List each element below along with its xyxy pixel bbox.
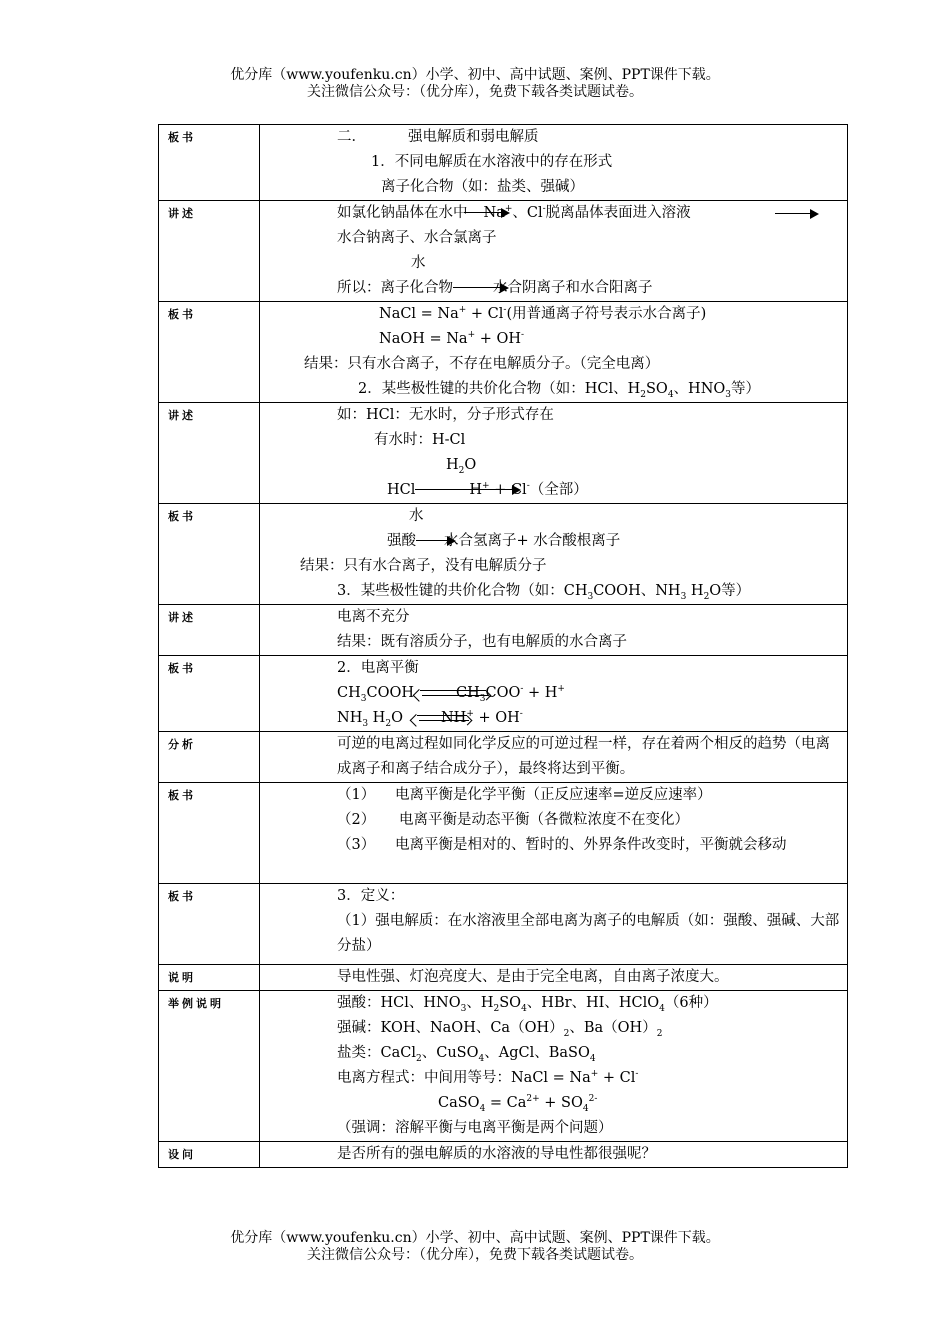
text: 如：HCl：无水时，分子形式存在 bbox=[337, 407, 554, 423]
text: 水合阴离子和水合阳离子 bbox=[493, 280, 653, 296]
text: (用普通离子符号表示水合离子) bbox=[506, 306, 707, 322]
row-label: 讲述 bbox=[159, 201, 260, 302]
header-line-1: 优分库（www.youfenku.cn）小学、初中、高中试题、案例、PPT课件下载。 bbox=[230, 67, 720, 83]
row-label: 板书 bbox=[159, 656, 260, 732]
text: 电离平衡是动态平衡（各微粒浓度不在变化） bbox=[399, 812, 689, 828]
text: 盐类：CaCl bbox=[337, 1045, 416, 1061]
text: 结果：只有水合离子，没有电解质分子 bbox=[300, 558, 547, 574]
row-label: 板书 bbox=[159, 125, 260, 201]
text: 强酸 bbox=[387, 533, 416, 549]
reversible-arrow-icon bbox=[415, 711, 471, 725]
text: CH bbox=[337, 685, 361, 701]
text: 离子化合物（如：盐类、强碱） bbox=[381, 179, 584, 195]
row-content: 水 强酸 水合氢离子+ 水合酸根离子 结果：只有水合离子，没有电解质分子 3．某些极性键的共价化合物（如：$CH_3COOH$、$NH_3$ $H_2O$等） bbox=[260, 504, 848, 605]
table-row bbox=[159, 201, 848, 302]
text: 水 bbox=[411, 255, 426, 271]
text: 电离平衡是相对的、暂时的、外界条件改变时，平衡就会移动 bbox=[395, 837, 787, 853]
text: 是否所有的强电解质的水溶液的导电性都很强呢？ bbox=[337, 1146, 656, 1162]
text: Na bbox=[483, 205, 505, 221]
text: NaCl = Na bbox=[379, 306, 459, 322]
row-content bbox=[260, 125, 848, 201]
text: 电离不充分 bbox=[337, 609, 410, 625]
header-line-2: 关注微信公众号：（优分库），免费下载各类试题试卷。 bbox=[307, 84, 643, 100]
row-label: 设问 bbox=[159, 1142, 260, 1168]
table-row bbox=[159, 504, 848, 605]
row-content: 2．电离平衡 $CH_3COOH$ $CH_3COO^- + H^+$ $NH_3$ $H_2O$ NH+ + OH- bbox=[260, 656, 848, 732]
row-content: 如：HCl：无水时，分子形式存在 有水时：H-Cl $H_2O$ HCl H+ + Cl-（全部） bbox=[260, 403, 848, 504]
text: 2．电离平衡 bbox=[337, 660, 419, 676]
text: 结果：只有水合离子，不存在电解质分子。（完全电离） bbox=[304, 356, 660, 372]
footer-line-2: 关注微信公众号：（优分库），免费下载各类试题试卷。 bbox=[307, 1247, 643, 1263]
arrow-icon bbox=[453, 283, 509, 293]
page-footer bbox=[0, 1230, 950, 1264]
row-content bbox=[260, 884, 848, 965]
row-label: 讲述 bbox=[159, 403, 260, 504]
text: 3．某些极性键的共价化合物（如：CH bbox=[337, 583, 588, 599]
row-label: 板书 bbox=[159, 884, 260, 965]
row-label: 说明 bbox=[159, 965, 260, 991]
table-row bbox=[159, 605, 848, 656]
text: 强电解质和弱电解质 bbox=[408, 129, 539, 145]
table-row bbox=[159, 884, 848, 965]
text: 2．某些极性键的共价化合物（如：HCl、H bbox=[358, 381, 641, 397]
row-label: 板书 bbox=[159, 783, 260, 884]
table-row bbox=[159, 732, 848, 783]
text: 1．不同电解质在水溶液中的存在形式 bbox=[371, 154, 613, 170]
text: 、Cl bbox=[512, 205, 543, 221]
table-row bbox=[159, 125, 848, 201]
table-row bbox=[159, 1142, 848, 1168]
page-header bbox=[0, 67, 950, 101]
row-label: 板书 bbox=[159, 504, 260, 605]
text: 结果：既有溶质分子，也有电解质的水合离子 bbox=[337, 634, 627, 650]
footer-line-1: 优分库（www.youfenku.cn）小学、初中、高中试题、案例、PPT课件下载。 bbox=[230, 1230, 720, 1246]
row-label: 板书 bbox=[159, 302, 260, 403]
row-label: 举例说明 bbox=[159, 991, 260, 1142]
table-row bbox=[159, 302, 848, 403]
text: 强碱：KOH、NaOH、Ca（OH） bbox=[337, 1020, 564, 1036]
text: 电离平衡是化学平衡（正反应速率=逆反应速率） bbox=[395, 787, 712, 803]
row-content: 强酸：HCl、$HNO_3$、$H_2SO_4$、HBr、HI、HClO$_4$（6种） 强碱：KOH、NaOH、$Ca(OH)_2$、$Ba(OH)_2$ 盐类：CaCl$_2$、CuSO$_4$、AgCl、BaSO$_4$ 电离方程式：中间用等号：NaCl = Na+ + Cl- CaSO$_4$ = $Ca^{2+} + SO_4^{2-}$ （强调：溶解平衡与电离平衡是两个问题） bbox=[260, 991, 848, 1142]
text: 如氯化钠晶体在水中 bbox=[337, 205, 468, 221]
row-content bbox=[260, 1142, 848, 1168]
text: （1）强电解质：在水溶液里全部电离为离子的电解质（如：强酸、强碱、大部分盐） bbox=[337, 913, 840, 954]
table-row bbox=[159, 783, 848, 884]
lesson-table bbox=[158, 124, 848, 1168]
text: （强调：溶解平衡与电离平衡是两个问题） bbox=[337, 1120, 613, 1136]
table-row bbox=[159, 656, 848, 732]
text: 强酸：HCl、HNO bbox=[337, 995, 461, 1011]
arrow-icon bbox=[464, 208, 510, 218]
text: NH bbox=[337, 710, 363, 726]
text: NaOH = Na bbox=[379, 331, 468, 347]
text: 二． bbox=[337, 129, 366, 145]
row-label: 讲述 bbox=[159, 605, 260, 656]
arrow-icon bbox=[415, 485, 521, 495]
text: 可逆的电离过程如同化学反应的可逆过程一样，存在着两个相反的趋势（电离成离子和离子结合成分子），最终将达到平衡。 bbox=[337, 736, 830, 777]
table-row bbox=[159, 403, 848, 504]
row-content: （1） 电离平衡是化学平衡（正反应速率=逆反应速率） （2） 电离平衡是动态平衡（各微粒浓度不在变化） （3） 电离平衡是相对的、暂时的、外界条件改变时，平衡就会移动 bbox=[260, 783, 848, 884]
text: HCl bbox=[387, 482, 416, 498]
text: 脱离晶体表面进入溶液 bbox=[545, 205, 691, 221]
row-content bbox=[260, 965, 848, 991]
text: 所以：离子化合物 bbox=[337, 280, 453, 296]
arrow-icon bbox=[775, 209, 819, 219]
text: 电离方程式：中间用等号：NaCl = Na bbox=[337, 1070, 591, 1086]
text: 水合钠离子、水合氯离子 bbox=[337, 230, 497, 246]
text: 水 bbox=[409, 508, 424, 524]
text: CaSO bbox=[438, 1095, 480, 1111]
text: 有水时：H-Cl bbox=[374, 432, 466, 448]
row-label: 分析 bbox=[159, 732, 260, 783]
reversible-arrow-icon bbox=[418, 686, 490, 700]
row-content: NaCl = Na+ + Cl-(用普通离子符号表示水合离子) NaOH = Na+ + OH- 结果：只有水合离子，不存在电解质分子。（完全电离） 2．某些极性键的共价化合物（如：HCl、$H_2SO_4$、$HNO_3$等） bbox=[260, 302, 848, 403]
text: 导电性强、灯泡亮度大、是由于完全电离，自由离子浓度大。 bbox=[337, 969, 729, 985]
text: 3．定义： bbox=[337, 888, 405, 904]
text: H bbox=[446, 457, 459, 473]
table-row bbox=[159, 965, 848, 991]
table-row bbox=[159, 991, 848, 1142]
arrow-icon bbox=[416, 536, 456, 546]
row-content bbox=[260, 732, 848, 783]
row-content bbox=[260, 605, 848, 656]
row-content: 如氯化钠晶体在水中 Na+、Cl-脱离晶体表面进入溶液 水合钠离子、水合氯离子 水 所以：离子化合物 水合阴离子和水合阳离子 bbox=[260, 201, 848, 302]
